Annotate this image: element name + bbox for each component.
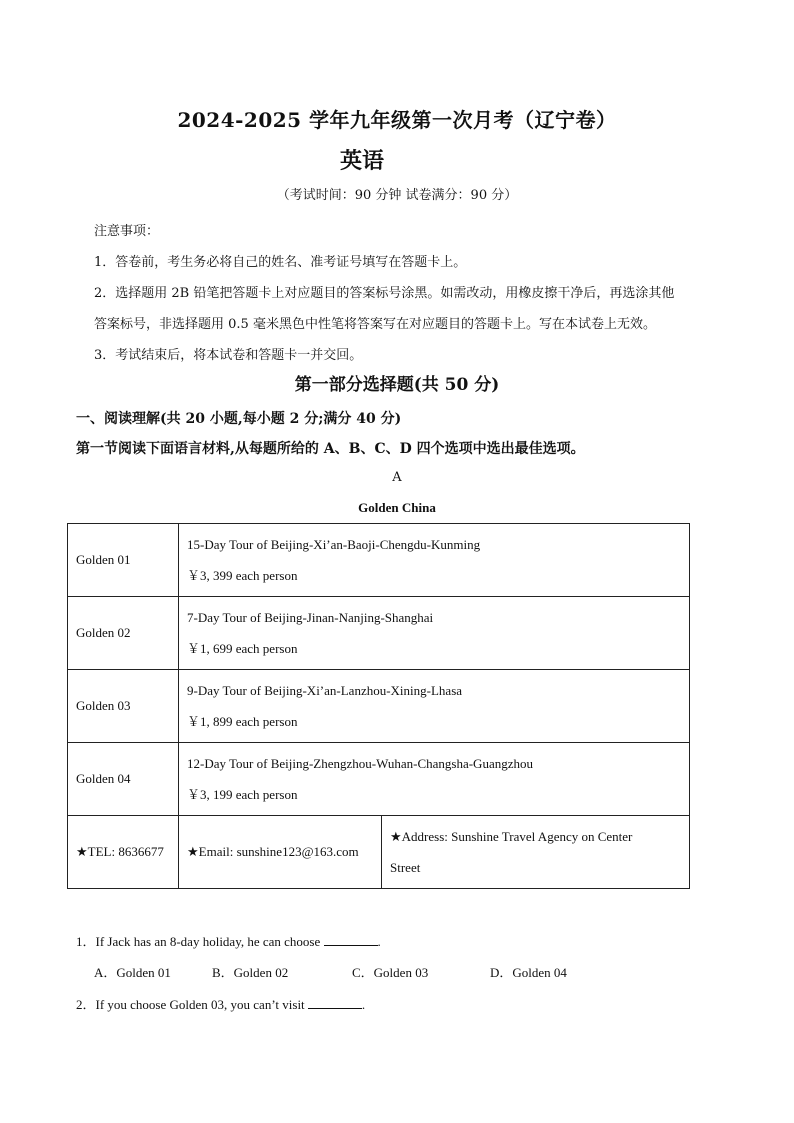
- tour-details: [179, 670, 690, 743]
- answer-blank: [324, 933, 378, 946]
- tour-route: 7-Day Tour of Beijing-Jinan-Nanjing-Shanghai: [187, 610, 434, 625]
- contact-email: ★Email: sunshine123@163.com: [179, 816, 382, 889]
- question-stem: 2．If you choose Golden 03, you can’t visit: [76, 997, 308, 1012]
- note-item: 答案标号，非选择题用 0.5 毫米黑色中性笔将答案写在对应题目的答题卡上。写在本试卷上无效。: [94, 317, 656, 332]
- tour-route: 9-Day Tour of Beijing-Xi’an-Lanzhou-Xining-Lhasa: [187, 683, 463, 698]
- notes-block: [94, 216, 734, 371]
- section-instruction: 第一节阅读下面语言材料,从每题所给的 A、B、C、D 四个选项中选出最佳选项。: [76, 441, 585, 457]
- tour-price: ￥1, 699 each person: [187, 641, 298, 656]
- option-b: B．Golden 02: [212, 965, 289, 980]
- tour-code: Golden 02: [68, 597, 179, 670]
- exam-info: （考试时间：90 分钟 试卷满分：90 分）: [276, 188, 518, 203]
- tour-price: ￥3, 199 each person: [187, 787, 298, 802]
- question-1: [76, 931, 381, 950]
- tour-route: 15-Day Tour of Beijing-Xi’an-Baoji-Chengdu-Kunming: [187, 537, 481, 552]
- table-row: [68, 670, 690, 743]
- address-line: ★Address: Sunshine Travel Agency on Center: [390, 829, 633, 844]
- question-end: .: [377, 934, 381, 949]
- tour-code: Golden 04: [68, 743, 179, 816]
- option-a: A．Golden 01: [94, 965, 171, 980]
- tour-price: ￥1, 899 each person: [187, 714, 298, 729]
- address-line: Street: [390, 860, 421, 875]
- question-2: [76, 994, 365, 1013]
- table-row: [68, 597, 690, 670]
- note-item: 3．考试结束后，将本试卷和答题卡一并交回。: [94, 348, 363, 363]
- exam-title: 2024-2025 学年九年级第一次月考（辽宁卷）: [177, 108, 617, 132]
- option-d: D．Golden 04: [490, 965, 567, 980]
- answer-blank: [308, 996, 362, 1009]
- question-stem: 1．If Jack has an 8-day holiday, he can choose: [76, 934, 324, 949]
- tour-route: 12-Day Tour of Beijing-Zhengzhou-Wuhan-Changsha-Guangzhou: [187, 756, 533, 771]
- tour-details: [179, 743, 690, 816]
- tour-code: Golden 01: [68, 524, 179, 597]
- contact-row: [68, 816, 690, 889]
- table-row: [68, 524, 690, 597]
- notes-heading: 注意事项：: [94, 224, 160, 239]
- tour-table: [67, 523, 690, 889]
- tour-details: [179, 597, 690, 670]
- tour-code: Golden 03: [68, 670, 179, 743]
- contact-address: [382, 816, 690, 889]
- subject-title: 英语: [340, 149, 385, 174]
- passage-title: Golden China: [358, 500, 436, 515]
- tour-details: [179, 524, 690, 597]
- contact-tel: ★TEL: 8636677: [68, 816, 179, 889]
- table-row: [68, 743, 690, 816]
- note-item: 2．选择题用 2B 铅笔把答题卡上对应题目的答案标号涂黑。如需改动，用橡皮擦干净后，再选涂其他: [94, 286, 675, 301]
- option-c: C．Golden 03: [352, 965, 429, 980]
- question-end: .: [361, 997, 366, 1012]
- part-title: 一、阅读理解(共 20 小题,每小题 2 分;满分 40 分): [76, 411, 402, 427]
- note-item: 1．答卷前，考生务必将自己的姓名、准考证号填写在答题卡上。: [94, 255, 467, 270]
- tour-price: ￥3, 399 each person: [187, 568, 298, 583]
- section-title: 第一部分选择题(共 50 分): [294, 375, 500, 395]
- passage-letter: A: [392, 470, 402, 485]
